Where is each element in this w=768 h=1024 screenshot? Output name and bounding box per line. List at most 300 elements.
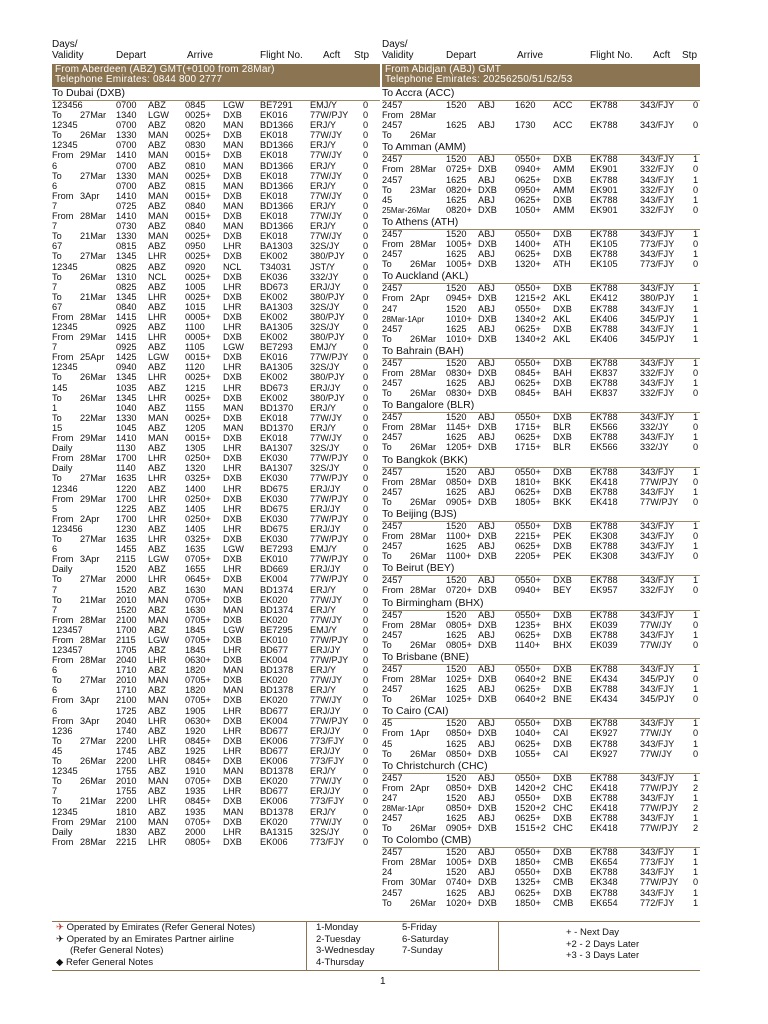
stops: 0 <box>363 281 369 292</box>
depart-airport: ABZ <box>148 746 166 756</box>
flight-row <box>382 284 700 304</box>
stops: 0 <box>693 367 699 378</box>
aircraft-class: 343/FJY <box>640 521 675 531</box>
destination-section <box>382 563 700 596</box>
aircraft-class: 773/FJY <box>310 796 345 807</box>
validity-label: From <box>52 453 74 464</box>
depart-time: 0700 <box>116 100 137 110</box>
flight-days: 2457 <box>382 466 403 477</box>
stops: 0 <box>693 164 699 175</box>
stops: 0 <box>363 594 369 605</box>
arrive-airport: LHR <box>223 645 242 656</box>
depart-time: 1520 <box>446 228 467 239</box>
depart-time: 2040 <box>116 655 137 666</box>
flight-days: Daily <box>52 443 73 454</box>
arrive-airport: DXB <box>553 283 572 294</box>
depart-time: 1330 <box>116 130 137 141</box>
depart-airport: LHR <box>148 796 167 807</box>
arrive-time: 0845 <box>185 100 206 110</box>
flight-number: EK020 <box>260 614 288 625</box>
arrive-airport: DXB <box>223 170 242 181</box>
flight-number: EK004 <box>260 574 288 585</box>
flight-line-2 <box>382 260 700 270</box>
validity-date: 3Apr <box>80 695 100 706</box>
aircraft-class: 77W/PJY <box>640 496 679 507</box>
arrive-time: 2000 <box>185 826 206 837</box>
depart-time: 1520 <box>446 792 467 803</box>
flight-days: 12345 <box>52 120 78 131</box>
validity-date: 26Mar <box>80 776 107 787</box>
header-days: Days/ <box>52 39 78 50</box>
arrive-time: 1235+ <box>515 619 541 630</box>
flight-number: BD675 <box>260 523 289 534</box>
flight-number: BD1366 <box>260 200 294 211</box>
diamond-icon: ◆ <box>56 956 64 968</box>
arrive-time: 1420+2 <box>515 782 546 793</box>
flight-number: T34031 <box>260 261 292 272</box>
validity-label: 28Mar-1Apr <box>382 803 425 813</box>
arrive-time: 1845 <box>185 645 206 656</box>
flight-row <box>52 363 380 383</box>
aircraft-class: ERJ/JY <box>310 786 341 797</box>
flight-days: 2457 <box>382 772 403 783</box>
arrive-time: 0845+ <box>515 367 541 378</box>
flight-row <box>52 747 380 767</box>
depart-time: 2215 <box>116 836 137 847</box>
validity-date: 28Mar <box>80 210 107 221</box>
flight-row <box>52 222 380 242</box>
aircraft-class: 332/FJY <box>640 388 675 399</box>
depart-time: 2010 <box>116 776 137 787</box>
destination-heading: To Auckland (AKL) <box>382 271 700 284</box>
stops: 0 <box>363 200 369 211</box>
flight-row <box>52 162 380 182</box>
flight-days: 2457 <box>382 283 403 294</box>
depart-airport: MAN <box>148 776 169 787</box>
arrive-time: 1920 <box>185 725 206 736</box>
validity-label: To <box>52 796 62 807</box>
depart-time: 0830+ <box>446 367 472 378</box>
flight-number: EK418 <box>590 496 618 507</box>
validity-label: To <box>382 496 392 507</box>
arrive-time: 0025+ <box>185 231 211 242</box>
header-arrive: Arrive <box>187 50 214 61</box>
flight-number: EK788 <box>590 847 618 858</box>
depart-airport: ABZ <box>148 382 166 393</box>
stops: 1 <box>693 718 699 729</box>
flight-row <box>52 303 380 323</box>
aircraft-class: ERJ/Y <box>310 180 337 191</box>
arrive-time: 0805+ <box>185 836 211 847</box>
flight-days: 2457 <box>382 357 403 368</box>
arrive-airport: LGW <box>223 100 244 110</box>
flight-line-2 <box>52 474 380 484</box>
arrive-airport: CAI <box>553 748 569 759</box>
flight-line-1 <box>382 305 700 315</box>
flight-days: 2457 <box>382 629 403 640</box>
arrive-airport: CMB <box>553 897 574 908</box>
stops: 0 <box>363 746 369 756</box>
origin-title: From Abidjan (ABJ) GMT <box>385 64 502 75</box>
arrive-time: 0550+ <box>515 228 541 239</box>
arrive-time: 1910 <box>185 766 206 777</box>
stops: 0 <box>363 382 369 393</box>
stops: 0 <box>363 715 369 726</box>
flight-number: EK788 <box>590 521 618 531</box>
depart-time: 1755 <box>116 786 137 797</box>
validity-label: To <box>52 675 62 686</box>
flight-number: BD1374 <box>260 604 294 615</box>
flight-number: EK788 <box>590 378 618 389</box>
depart-time: 1520 <box>446 466 467 477</box>
validity-date: 30Mar <box>410 877 437 888</box>
aircraft-class: ERJ/Y <box>310 685 337 696</box>
depart-time: 1520 <box>446 609 467 620</box>
validity-date: 28Mar <box>80 836 107 847</box>
arrive-time: 1405 <box>185 503 206 514</box>
arrive-time: 0250+ <box>185 493 211 504</box>
aircraft-class: 32S/JY <box>310 443 340 454</box>
stops: 0 <box>363 342 369 353</box>
validity-date: 28Mar <box>410 367 437 378</box>
validity-label: From <box>382 164 404 175</box>
flight-line-2 <box>382 878 700 888</box>
aircraft-class: 77W/JY <box>310 695 343 706</box>
arrive-airport: PEK <box>553 551 572 562</box>
validity-date: 21Mar <box>80 291 107 302</box>
depart-airport: ABZ <box>148 544 166 555</box>
flight-line-2 <box>382 294 700 304</box>
destination-heading: To Bangkok (BKK) <box>382 455 700 468</box>
stops: 0 <box>363 261 369 272</box>
depart-airport: LHR <box>148 332 167 343</box>
arrive-time: 0810 <box>185 160 206 171</box>
arrive-time: 1140+ <box>515 639 541 650</box>
destination-section <box>382 509 700 562</box>
validity-label: From <box>52 715 74 726</box>
arrive-time: 0845+ <box>185 796 211 807</box>
flight-number: EK788 <box>590 738 618 749</box>
aircraft-class: 343/FJY <box>640 283 675 294</box>
depart-airport: ABZ <box>148 362 166 373</box>
validity-date: 27Mar <box>80 473 107 484</box>
aircraft-class: 77W/JY <box>640 728 673 739</box>
stops: 0 <box>363 443 369 454</box>
depart-airport: ABZ <box>148 523 166 534</box>
destination-section <box>382 88 700 141</box>
validity-date: 28Mar <box>410 531 437 541</box>
flight-number: BD677 <box>260 705 289 716</box>
arrive-time: 1805+ <box>515 496 541 507</box>
flight-number: EK018 <box>260 412 288 423</box>
aircraft-class: ERJ/Y <box>310 160 337 171</box>
flight-number: BD675 <box>260 483 289 494</box>
aircraft-class: 32S/JY <box>310 241 340 252</box>
stops: 0 <box>363 322 369 333</box>
depart-time: 1520 <box>116 584 137 595</box>
depart-time: 1010+ <box>446 313 472 324</box>
flight-days: 2457 <box>382 663 403 674</box>
flight-number: EK788 <box>590 867 618 878</box>
aircraft-class: 772/FJY <box>640 897 675 908</box>
flight-line-2 <box>52 273 380 283</box>
arrive-time: 0705+ <box>185 594 211 605</box>
flight-row <box>382 359 700 379</box>
depart-airport: MAN <box>148 150 169 161</box>
stops: 0 <box>693 442 699 453</box>
legend-days-b <box>402 922 499 970</box>
depart-time: 0905+ <box>446 823 472 834</box>
stops: 0 <box>363 574 369 585</box>
flight-row <box>52 666 380 686</box>
flight-number: BA1303 <box>260 301 293 312</box>
arrive-time: 1850+ <box>515 897 541 908</box>
depart-airport: DXB <box>478 476 497 487</box>
aircraft-class: ERJ/JY <box>310 281 341 292</box>
flight-days: 12345 <box>52 140 78 151</box>
arrive-airport: MAN <box>223 685 244 696</box>
validity-label: From <box>382 293 404 304</box>
depart-time: 1145+ <box>446 422 472 433</box>
flight-number: EK788 <box>590 663 618 674</box>
arrive-time: 0950 <box>185 241 206 252</box>
depart-time: 1520 <box>446 412 467 423</box>
arrive-airport: DXB <box>223 190 242 201</box>
flight-days: 67 <box>52 301 63 312</box>
flight-days: Daily <box>52 564 73 575</box>
flight-number: BD677 <box>260 645 289 656</box>
arrive-airport: LHR <box>223 725 242 736</box>
stops: 0 <box>693 120 699 131</box>
aircraft-class: ERJ/Y <box>310 665 337 676</box>
arrive-airport: DXB <box>223 574 242 585</box>
depart-time: 1330 <box>116 231 137 242</box>
stops: 0 <box>363 685 369 696</box>
depart-time: 1700 <box>116 513 137 524</box>
aircraft-class: 332/FJY <box>640 184 675 195</box>
arrive-time: 1925 <box>185 746 206 756</box>
flight-number: EK566 <box>590 422 618 433</box>
depart-airport: LHR <box>148 715 167 726</box>
header-validity: Validity <box>52 50 84 61</box>
flight-row <box>382 665 700 685</box>
flight-days: 1 <box>52 402 58 413</box>
stops: 0 <box>693 619 699 630</box>
flight-days: 12346 <box>52 483 78 494</box>
depart-time: 1410 <box>116 210 137 221</box>
flight-row <box>382 121 700 141</box>
depart-airport: LHR <box>148 251 167 262</box>
arrive-time: 0645+ <box>185 574 211 585</box>
flight-days: 15 <box>52 423 63 433</box>
depart-airport: DXB <box>478 442 497 453</box>
header-acft: Acft <box>323 50 341 61</box>
flight-line-2 <box>52 151 380 161</box>
arrive-time: 0705+ <box>185 695 211 706</box>
stops: 0 <box>363 483 369 494</box>
arrive-time: 1340+2 <box>515 313 546 324</box>
arrive-airport: DXB <box>223 695 242 706</box>
flight-line-2 <box>382 824 700 834</box>
stops: 1 <box>693 847 699 858</box>
validity-date: 28Mar <box>80 614 107 625</box>
aircraft-class: ERJ/JY <box>310 564 341 575</box>
stops: 0 <box>693 100 699 110</box>
flight-number: BD669 <box>260 564 289 575</box>
validity-date: 28Mar <box>80 453 107 464</box>
arrive-time: 1400+ <box>515 238 541 249</box>
aircraft-class: 343/FJY <box>640 120 675 131</box>
arrive-time: 1630 <box>185 604 206 615</box>
depart-time: 0850+ <box>446 476 472 487</box>
depart-airport: ABJ <box>478 629 495 640</box>
flight-row <box>52 707 380 727</box>
depart-time: 1700 <box>116 453 137 464</box>
validity-label: To <box>52 473 62 484</box>
arrive-airport: DXB <box>553 575 572 586</box>
validity-date: 27Mar <box>80 251 107 262</box>
stops: 1 <box>693 333 699 344</box>
arrive-airport: CAI <box>553 728 569 739</box>
stops: 0 <box>363 210 369 221</box>
aircraft-class: 343/FJY <box>640 412 675 423</box>
arrive-airport: MAN <box>223 584 244 595</box>
arrive-airport: LHR <box>223 382 242 393</box>
depart-airport: ABZ <box>148 100 166 110</box>
flight-line-2 <box>382 586 700 596</box>
arrive-time: 1620 <box>515 100 536 110</box>
depart-airport: LHR <box>148 453 167 464</box>
flight-days: 2457 <box>382 323 403 334</box>
flight-number: EK788 <box>590 609 618 620</box>
depart-airport: ABJ <box>478 174 495 185</box>
arrive-airport: LHR <box>223 281 242 292</box>
flight-line-2 <box>382 498 700 508</box>
depart-time: 2100 <box>116 614 137 625</box>
flight-row <box>52 263 380 283</box>
aircraft-class: 77W/PJY <box>640 476 679 487</box>
arrive-airport: MAN <box>223 402 244 413</box>
validity-date: 26Mar <box>80 372 107 383</box>
flight-line-2 <box>382 750 700 760</box>
stops: 1 <box>693 466 699 477</box>
arrive-airport: MAN <box>223 806 244 817</box>
arrive-time: 0640+2 <box>515 673 546 684</box>
flight-number: BD1378 <box>260 766 294 777</box>
page-number: 1 <box>380 976 386 987</box>
stops: 0 <box>363 402 369 413</box>
flight-number: EK927 <box>590 748 618 759</box>
flight-number: EK788 <box>590 575 618 586</box>
aircraft-class: 77W/JY <box>310 130 343 141</box>
stops: 1 <box>693 887 699 898</box>
depart-airport: ABZ <box>148 402 166 413</box>
flight-number: BD1370 <box>260 402 294 413</box>
validity-label: From <box>52 190 74 201</box>
flight-row <box>52 101 380 121</box>
depart-time: 1520 <box>446 154 467 165</box>
arrive-time: 0820 <box>185 120 206 131</box>
destination-section <box>382 598 700 651</box>
arrive-airport: DXB <box>223 130 242 141</box>
validity-date: 27Mar <box>80 533 107 544</box>
arrive-time: 1810+ <box>515 476 541 487</box>
stops: 0 <box>363 120 369 131</box>
depart-time: 1520 <box>446 718 467 729</box>
depart-airport: LHR <box>148 473 167 484</box>
flight-row <box>52 586 380 606</box>
stops: 0 <box>363 665 369 676</box>
stops: 0 <box>363 332 369 343</box>
validity-label: To <box>382 823 392 834</box>
arrive-time: 0625+ <box>515 629 541 640</box>
stops: 0 <box>363 544 369 555</box>
flight-number: BA1303 <box>260 241 293 252</box>
flight-days: 2457 <box>382 684 403 695</box>
depart-airport: ABZ <box>148 301 166 312</box>
stops: 0 <box>363 816 369 827</box>
column-header <box>52 38 380 64</box>
arrive-time: 0830 <box>185 140 206 151</box>
destination-heading: To Bangalore (BLR) <box>382 400 700 413</box>
arrive-time: 0015+ <box>185 352 211 363</box>
stops: 1 <box>693 249 699 260</box>
flight-number: EK018 <box>260 210 288 221</box>
validity-date: 26Mar <box>410 694 437 705</box>
aircraft-class: 77W/JY <box>310 150 343 161</box>
depart-airport: MAN <box>148 231 169 242</box>
validity-label: 25Mar-26Mar <box>382 205 431 215</box>
depart-time: 1330 <box>116 412 137 423</box>
depart-time: 1810 <box>116 806 137 817</box>
arrive-time: 0550+ <box>515 521 541 531</box>
flight-days: 123457 <box>52 645 83 656</box>
aircraft-class: 343/FJY <box>640 738 675 749</box>
validity-date: 26Mar <box>80 756 107 766</box>
flight-number: EK105 <box>590 238 618 249</box>
flight-number: EK004 <box>260 715 288 726</box>
depart-airport: ABJ <box>478 228 495 239</box>
depart-time: 2200 <box>116 735 137 746</box>
depart-airport: ABJ <box>478 154 495 165</box>
arrive-airport: DXB <box>223 756 242 766</box>
flight-row <box>52 182 380 202</box>
validity-label: From <box>382 238 404 249</box>
aircraft-class: ERJ/Y <box>310 200 337 211</box>
flight-days: 7 <box>52 281 58 292</box>
aircraft-class: 77W/PJY <box>310 655 349 666</box>
depart-time: 0700 <box>116 120 137 131</box>
flight-row <box>52 727 380 747</box>
arrive-airport: PEK <box>553 531 572 541</box>
flight-row <box>52 505 380 525</box>
arrive-airport: ACC <box>553 120 573 131</box>
flight-days: 7 <box>52 342 58 353</box>
validity-label: From <box>52 634 74 645</box>
flight-number: EK788 <box>590 792 618 803</box>
flight-number: EK654 <box>590 857 618 868</box>
destination-section <box>382 142 700 216</box>
arrive-airport: LGW <box>223 624 244 635</box>
flight-days: 2457 <box>382 609 403 620</box>
stops: 1 <box>693 293 699 304</box>
flight-number: EK927 <box>590 728 618 739</box>
validity-date: 21Mar <box>80 594 107 605</box>
validity-date: 28Mar <box>410 476 437 487</box>
flight-row <box>52 485 380 505</box>
arrive-airport: DXB <box>223 453 242 464</box>
aircraft-class: 345/PJY <box>640 333 675 344</box>
